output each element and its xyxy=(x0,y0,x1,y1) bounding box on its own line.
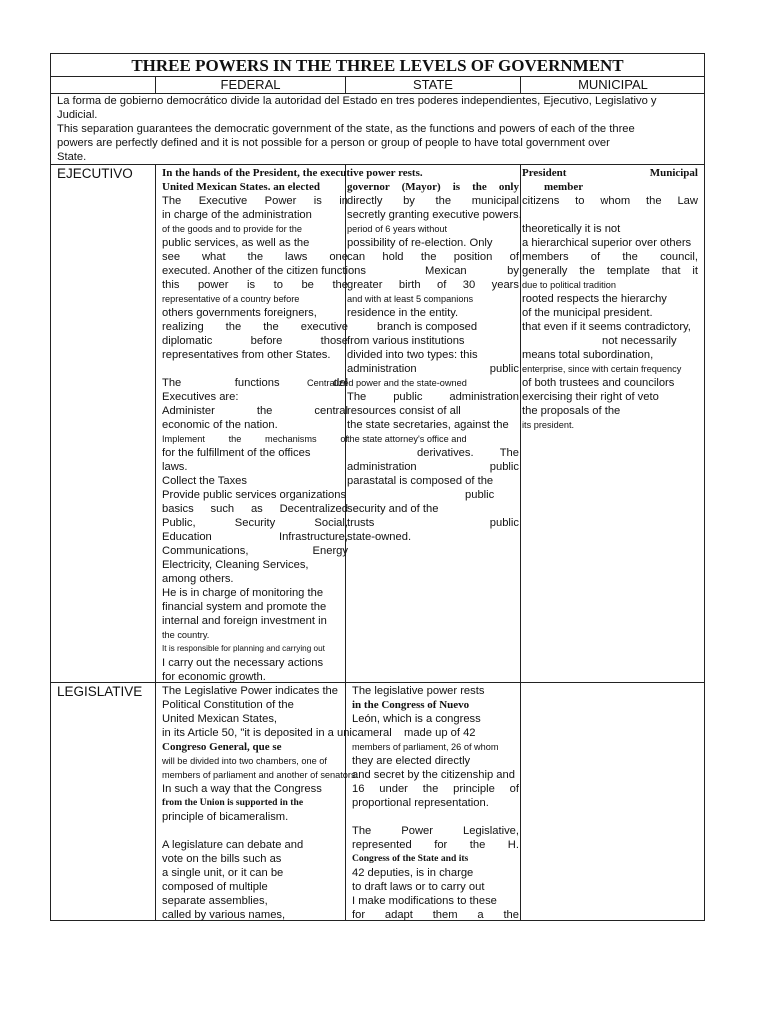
cell-legislative-state xyxy=(352,684,519,922)
text-line: principle of bicameralism. xyxy=(162,811,289,823)
text-line xyxy=(347,166,519,180)
text-line: Mexican by xyxy=(425,265,519,277)
text-line: The legislative power rests xyxy=(352,685,485,697)
text-line: generally the template that it xyxy=(522,265,698,277)
text-line: not necessarily xyxy=(602,335,677,347)
text-line: public services, as well as the xyxy=(162,237,310,249)
text-line xyxy=(162,362,348,376)
text-line: greater birth of 30 years xyxy=(347,279,519,291)
text-line: The Power Legislative, xyxy=(352,825,519,837)
text-line: see what the laws one xyxy=(162,251,348,263)
text-line: composed of multiple xyxy=(162,881,268,893)
text-line: Political Constitution of the xyxy=(162,699,294,711)
text-line: administration public xyxy=(347,461,519,473)
text-line: means total subordination, xyxy=(522,349,654,361)
text-line: secretly granting executive powers. xyxy=(347,209,522,221)
text-line: among others. xyxy=(162,573,234,585)
text-line: the country. xyxy=(162,630,210,640)
text-line: executed. Another of the citizen functions xyxy=(162,265,366,277)
text-line: made up of 42 xyxy=(404,727,476,739)
text-line: from various institutions xyxy=(347,335,465,347)
intro-line: State. xyxy=(57,151,87,163)
text-line: possibility of re-election. Only xyxy=(347,237,493,249)
text-line: members of the council, xyxy=(522,251,698,263)
text-line: He is in charge of monitoring the xyxy=(162,587,324,599)
text-line: Education Infrastructure, xyxy=(162,531,348,543)
text-line: in charge of the administration xyxy=(162,209,312,221)
text-line: It is responsible for planning and carrying out xyxy=(162,644,325,653)
intro-line: powers are perfectly defined and it is not possible for a person or group of people to have total government over xyxy=(57,137,610,149)
text-line: The public administration xyxy=(347,391,519,403)
text-line: proportional representation. xyxy=(352,797,489,809)
text-line: I carry out the necessary actions xyxy=(162,657,324,669)
text-line: Public, Security Social, xyxy=(162,517,348,529)
text-line: The functions del xyxy=(162,377,348,389)
text-line: 16 under the principle of xyxy=(352,783,519,795)
text-line: derivatives. The xyxy=(417,447,519,459)
text-line: directly by the municipal xyxy=(347,195,519,207)
text-line: the proposals of the xyxy=(522,405,621,417)
row-label-legislative: LEGISLATIVE xyxy=(57,684,143,699)
text-line: representative of a country before xyxy=(162,294,300,304)
intro-line: This separation guarantees the democratic government of the state, as the functions and powers of each of the three xyxy=(57,123,635,135)
text-line: diplomatic before those xyxy=(162,335,348,347)
text-line: realizing the the executive xyxy=(162,321,348,333)
row-label-ejecutivo: EJECUTIVO xyxy=(57,166,133,181)
intro-paragraph xyxy=(57,94,698,164)
text-line: to draft laws or to carry out xyxy=(352,881,485,893)
text-line: and secret by the citizenship and xyxy=(352,769,515,781)
column-header-federal: FEDERAL xyxy=(220,77,281,92)
rule xyxy=(155,164,156,920)
text-line: Implement the mechanisms of xyxy=(162,434,348,444)
text-line: in its Article 50, "it is deposited in a unicameral xyxy=(162,727,392,739)
text-line: state-owned. xyxy=(347,531,412,543)
text-line: of both trustees and councilors xyxy=(522,377,675,389)
text-line: Congreso General, que se xyxy=(162,741,282,753)
text-line: members of parliament and another of senators. xyxy=(162,770,359,780)
text-line: a hierarchical superior over others xyxy=(522,237,692,249)
text-line: Collect the Taxes xyxy=(162,475,247,487)
text-line: rooted respects the hierarchy xyxy=(522,293,667,305)
text-line: United Mexican States. an elected xyxy=(162,181,320,193)
text-line: in the Congress of Nuevo xyxy=(352,699,470,711)
text-line: of the municipal president. xyxy=(522,307,653,319)
text-line: 42 deputies, is in charge xyxy=(352,867,474,879)
intro-line: Judicial. xyxy=(57,109,98,121)
cell-ejecutivo-state xyxy=(307,166,522,544)
text-line: United Mexican States, xyxy=(162,713,278,725)
text-line: they are elected directly xyxy=(352,755,471,767)
text-line: for the fulfillment of the offices xyxy=(162,447,311,459)
rule xyxy=(51,164,704,165)
text-line: represented for the H. xyxy=(352,839,519,851)
text-line: trusts public xyxy=(347,517,519,529)
text-line: due to political tradition xyxy=(522,280,616,290)
text-line: divided into two types: this xyxy=(347,349,478,361)
text-line: Congress of the State and its xyxy=(352,853,469,864)
cell-legislative-federal xyxy=(162,684,392,922)
text-line: I make modifications to these xyxy=(352,895,497,907)
text-line: for adapt them a the xyxy=(352,909,519,921)
text-line: Provide public services organizations xyxy=(162,489,347,501)
intro-line: La forma de gobierno democrático divide la autoridad del Estado en tres poderes independientes, Ejecutivo, Legislativo y xyxy=(57,95,657,107)
text-line: administration public xyxy=(347,363,519,375)
text-line: Administer the central xyxy=(162,405,348,417)
cell-ejecutivo-municipal xyxy=(522,166,698,432)
document-table xyxy=(50,53,705,921)
text-line: representatives from other States. xyxy=(162,349,331,361)
text-line xyxy=(352,810,519,824)
text-line: its president. xyxy=(522,420,575,430)
text-line: citizens to whom the Law xyxy=(522,195,698,207)
text-line: the state secretaries, against the xyxy=(347,419,509,431)
text-line: public xyxy=(465,489,495,501)
text-line: of the goods and to provide for the xyxy=(162,224,302,234)
text-line: from the Union is supported in the xyxy=(162,797,304,808)
text-line: others governments foreigners, xyxy=(162,307,317,319)
text-line: governor (Mayor) is the only xyxy=(347,181,519,193)
document-title: THREE POWERS IN THE THREE LEVELS OF GOVERNMENT xyxy=(131,56,624,75)
text-line: Executives are: xyxy=(162,391,239,403)
text-line: León, which is a congress xyxy=(352,713,481,725)
text-line xyxy=(162,824,348,838)
text-line: for economic growth. xyxy=(162,671,266,683)
text-line: can hold the position of xyxy=(347,251,519,263)
text-line: In such a way that the Congress xyxy=(162,783,322,795)
text-line: the state attorney's office and xyxy=(347,434,467,444)
text-line: will be divided into two chambers, one of xyxy=(162,756,327,766)
text-line: member xyxy=(544,181,584,193)
text-line: basics such as Decentralized xyxy=(162,503,348,515)
column-header-state: STATE xyxy=(413,77,453,92)
text-line: parastatal is composed of the xyxy=(347,475,494,487)
text-line: exercising their right of veto xyxy=(522,391,659,403)
text-line: laws. xyxy=(162,461,188,473)
text-line: enterprise, since with certain frequency xyxy=(522,364,682,374)
text-line: a single unit, or it can be xyxy=(162,867,284,879)
text-line xyxy=(522,208,698,222)
text-line: separate assemblies, xyxy=(162,895,268,907)
text-line: In the hands of the President, the executive power rests. xyxy=(162,167,423,179)
text-line: The Legislative Power indicates the xyxy=(162,685,338,697)
rule xyxy=(51,682,704,683)
text-line: President Municipal xyxy=(522,167,698,179)
text-line: internal and foreign investment in xyxy=(162,615,327,627)
text-line: security and of the xyxy=(347,503,439,515)
text-line: financial system and promote the xyxy=(162,601,327,613)
text-line: called by various names, xyxy=(162,909,286,921)
text-line: period of 6 years without xyxy=(347,224,448,234)
text-line: this power is to be the xyxy=(162,279,348,291)
text-line: and with at least 5 companions xyxy=(347,294,474,304)
text-line: Communications, Energy xyxy=(162,545,348,557)
text-line: A legislature can debate and xyxy=(162,839,304,851)
text-line: vote on the bills such as xyxy=(162,853,282,865)
text-line: economic of the nation. xyxy=(162,419,278,431)
text-line: members of parliament, 26 of whom xyxy=(352,742,499,752)
text-line: The Executive Power is in xyxy=(162,195,348,207)
text-line: branch is composed xyxy=(377,321,478,333)
rule xyxy=(520,164,521,920)
text-line: Centralized power and the state-owned xyxy=(307,378,467,388)
column-header-municipal: MUNICIPAL xyxy=(578,77,648,92)
text-line: residence in the entity. xyxy=(347,307,459,319)
text-line: that even if it seems contradictory, xyxy=(522,321,691,333)
text-line: theoretically it is not xyxy=(522,223,621,235)
text-line: resources consist of all xyxy=(347,405,461,417)
text-line: Electricity, Cleaning Services, xyxy=(162,559,309,571)
